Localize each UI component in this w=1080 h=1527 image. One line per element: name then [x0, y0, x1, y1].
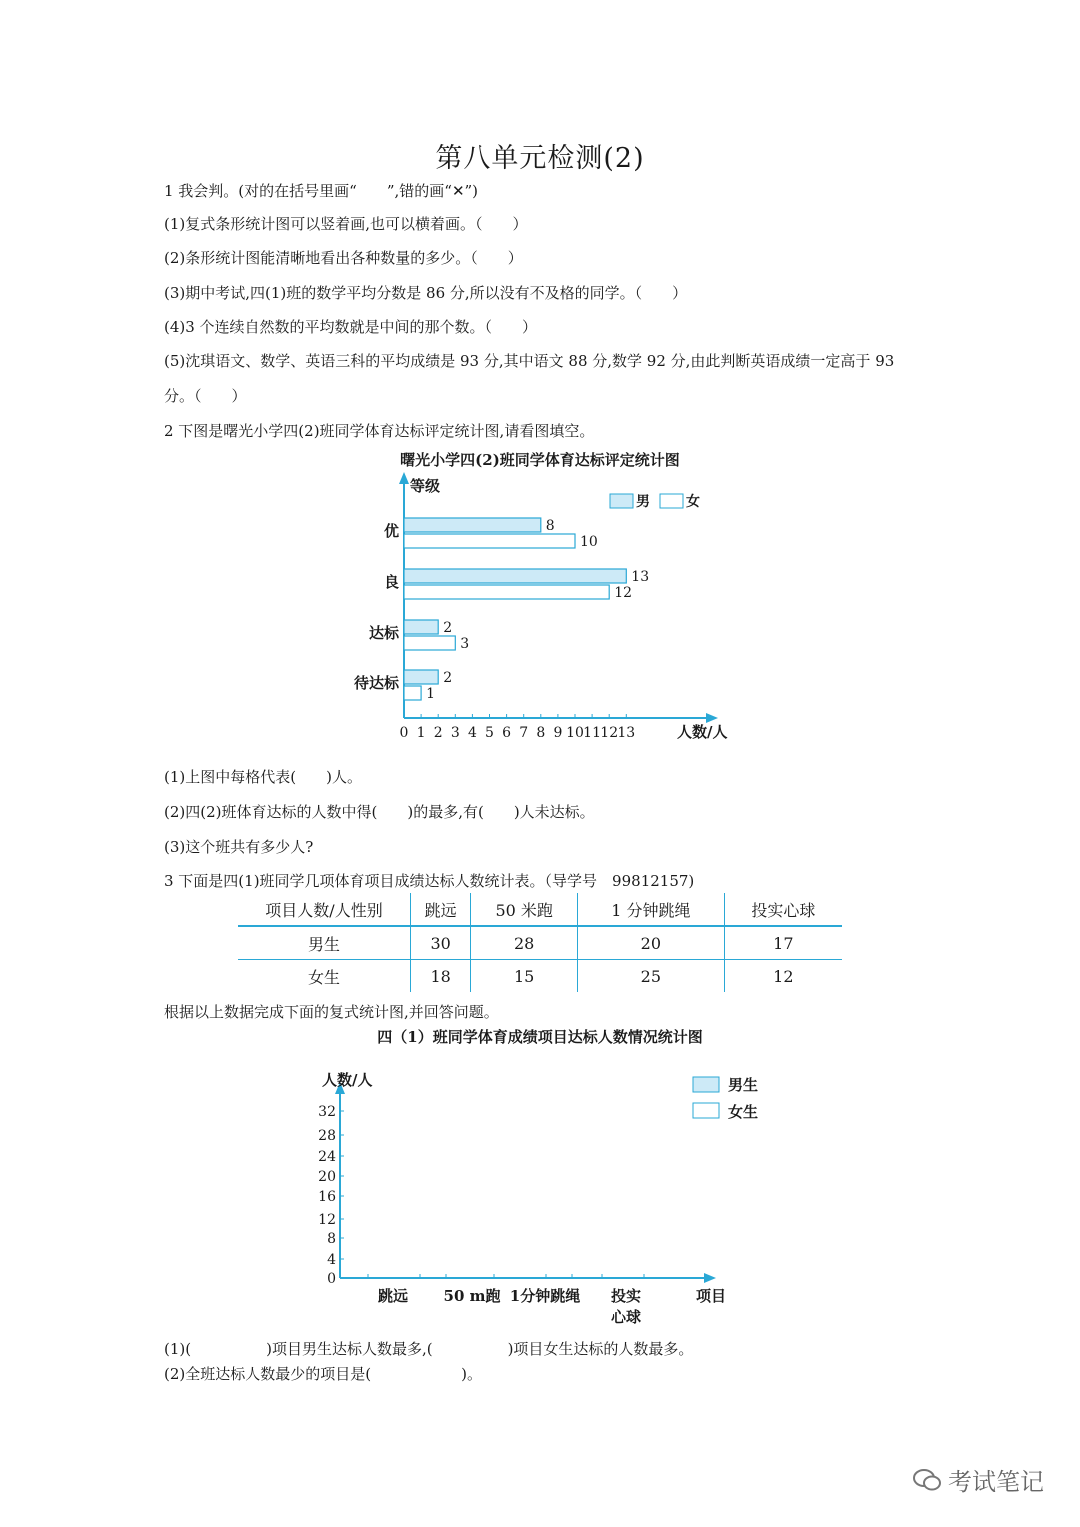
chart1-x-axis-label: 人数/人: [677, 723, 728, 741]
q2-item: (2)四(2)班体育达标的人数中得( )的最多,有( )人未达标。: [164, 803, 595, 821]
stat-table: [238, 893, 842, 992]
page-title: 第八单元检测(2): [435, 143, 645, 174]
chart1-data-label: 2: [443, 670, 453, 686]
chart2-y-axis-label: 人数/人: [322, 1071, 373, 1089]
chart2-category-label-line: 心球: [610, 1308, 642, 1326]
chart1-x-tick-label: 0: [399, 725, 409, 741]
q2-item: (3)这个班共有多少人?: [164, 838, 314, 856]
chart1-x-tick-label: 7: [519, 725, 529, 741]
table-cell: 女生: [307, 967, 340, 987]
chart2-y-tick-label: 32: [318, 1104, 336, 1120]
q1-item: (1)复式条形统计图可以竖着画,也可以横着画。（ ）: [164, 215, 528, 233]
table-row: [238, 926, 842, 960]
chart1-category-label: 待达标: [353, 674, 399, 692]
table-header-row: [238, 893, 842, 926]
chart1-x-tick-label: 5: [485, 725, 494, 741]
table-cell: 12: [724, 960, 842, 993]
q1-item: (2)条形统计图能清晰地看出各种数量的多少。（ ）: [164, 249, 523, 267]
legend-female-swatch: [660, 494, 683, 508]
legend-male-swatch: [610, 494, 633, 508]
chart1: [330, 468, 760, 748]
q1-item: (4)3 个连续自然数的平均数就是中间的那个数。（ ）: [164, 318, 538, 336]
legend-girls-label: 女生: [728, 1103, 759, 1121]
q2-heading: 2 下图是曙光小学四(2)班同学体育达标评定统计图,请看图填空。: [164, 422, 595, 440]
chart1-category-label: 达标: [368, 624, 399, 642]
chart2-x-axis-label: 项目: [696, 1287, 727, 1305]
table-header-cell: 投实心球: [724, 893, 842, 926]
chart2-y-tick-label: 12: [318, 1212, 336, 1228]
chart1-x-tick-label: 11: [583, 725, 602, 741]
chart1-y-axis-label: 等级: [410, 477, 441, 495]
q3-instruction: 根据以上数据完成下面的复式统计图,并回答问题。: [164, 1003, 499, 1021]
chart1-bar: [404, 686, 421, 700]
table-header-cell: 50 米跑: [471, 893, 578, 926]
chart1-x-tick-label: 4: [467, 725, 477, 741]
chart1-bar: [404, 620, 438, 634]
chart2-y-tick-label: 28: [318, 1128, 336, 1144]
watermark: [912, 1462, 1044, 1497]
chart1-bar: [404, 518, 541, 532]
q2-item: (1)上图中每格代表( )人。: [164, 768, 362, 786]
table-cell: 17: [724, 926, 842, 960]
chart1-data-label: 12: [614, 585, 633, 601]
legend-girls-swatch: [693, 1103, 719, 1118]
chart1-category-label: 优: [383, 522, 399, 540]
chart2-y-tick-label: 0: [327, 1271, 336, 1287]
q3-item: (1)( )项目男生达标人数最多,( )项目女生达标的人数最多。: [164, 1340, 694, 1358]
chart2-category-label-line: 跳远: [377, 1287, 409, 1305]
q1-item: 分。（ ）: [164, 387, 247, 405]
chart1-x-tick-label: 3: [450, 725, 460, 741]
chart1-x-tick-label: 1: [416, 725, 426, 741]
table-cell: 25: [578, 960, 725, 993]
q1-item: (5)沈琪语文、数学、英语三科的平均成绩是 93 分,其中语文 88 分,数学 92 分,由此判断英语成绩一定高于 93: [164, 352, 895, 370]
table-header-cell: 项目人数/人性别: [238, 893, 411, 926]
legend-male-label: 男: [636, 494, 650, 510]
chart1-data-label: 2: [443, 620, 453, 636]
chart1-bar: [404, 636, 455, 650]
chart2-category-label: [611, 1287, 641, 1326]
chart1-category-label: 良: [383, 573, 399, 591]
chart1-data-label: 10: [580, 534, 598, 550]
chart1-y-axis-arrow: [399, 472, 409, 484]
table-cell: 30: [411, 926, 471, 960]
chart2-y-tick-label: 8: [327, 1231, 336, 1247]
watermark-text: 考试笔记: [948, 1468, 1044, 1496]
q3-item: (2)全班达标人数最少的项目是( )。: [164, 1365, 482, 1383]
table-row: [238, 960, 842, 993]
chart2-x-axis-arrow: [704, 1273, 716, 1283]
chart2-category-label-line: 1分钟跳绳: [509, 1287, 581, 1305]
chart2-y-tick-label: 16: [318, 1189, 336, 1205]
table-cell: 男生: [238, 926, 411, 960]
chart1-data-label: 13: [631, 569, 650, 585]
chart1-data-label: 1: [426, 686, 436, 702]
chart1-x-axis-arrow: [706, 713, 718, 723]
table-cell: 20: [578, 926, 725, 960]
q3-heading: 3 下面是四(1)班同学几项体育项目成绩达标人数统计表。（导学号 99812157): [164, 872, 695, 890]
chart2-y-tick-label: 20: [318, 1169, 336, 1185]
chart2-title: 四（1）班同学体育成绩项目达标人数情况统计图: [377, 1028, 703, 1046]
chart1-x-tick-label: 8: [536, 725, 546, 741]
chart2-category-label: [510, 1287, 580, 1305]
table-cell: 18: [411, 960, 471, 993]
chart2-category-label-line: 50 m跑: [443, 1287, 501, 1305]
legend-female-label: 女: [686, 494, 700, 510]
q1-item: (3)期中考试,四(1)班的数学平均分数是 86 分,所以没有不及格的同学。（ ）: [164, 284, 688, 302]
table-header-cell: 1 分钟跳绳: [578, 893, 725, 926]
chart1-x-tick-label: 9: [553, 725, 563, 741]
chart2-y-tick-label: 4: [327, 1252, 336, 1268]
chart1-bar: [404, 585, 609, 599]
chart1-x-tick-label: 12: [600, 725, 619, 741]
chart1-x-tick-label: 2: [433, 725, 443, 741]
table-cell: 15: [471, 960, 578, 993]
chart1-x-tick-label: 10: [566, 725, 584, 741]
chart1-x-tick-label: 6: [502, 725, 512, 741]
chart1-x-tick-label: 13: [617, 725, 636, 741]
chart1-bar: [404, 534, 575, 548]
chart1-data-label: 3: [460, 636, 470, 652]
table-header-cell: 跳远: [411, 893, 471, 926]
chart2-category-label: [378, 1287, 408, 1305]
q1-heading: 1 我会判。(对的在括号里画“ ”,错的画“✕”): [164, 182, 479, 200]
chart1-data-label: 8: [545, 518, 555, 534]
legend-boys-label: 男生: [728, 1076, 759, 1094]
chart2: [300, 1060, 780, 1335]
table-cell: 28: [471, 926, 578, 960]
chart2-y-tick-label: 24: [318, 1149, 336, 1165]
legend-boys-swatch: [693, 1077, 719, 1092]
chart1-bar: [404, 569, 626, 583]
chart1-bar: [404, 670, 438, 684]
wechat-icon: [912, 1467, 942, 1493]
chart1-title: 曙光小学四(2)班同学体育达标评定统计图: [400, 451, 680, 469]
chart2-category-label: [444, 1287, 501, 1305]
chart2-category-label-line: 投实: [610, 1287, 642, 1305]
